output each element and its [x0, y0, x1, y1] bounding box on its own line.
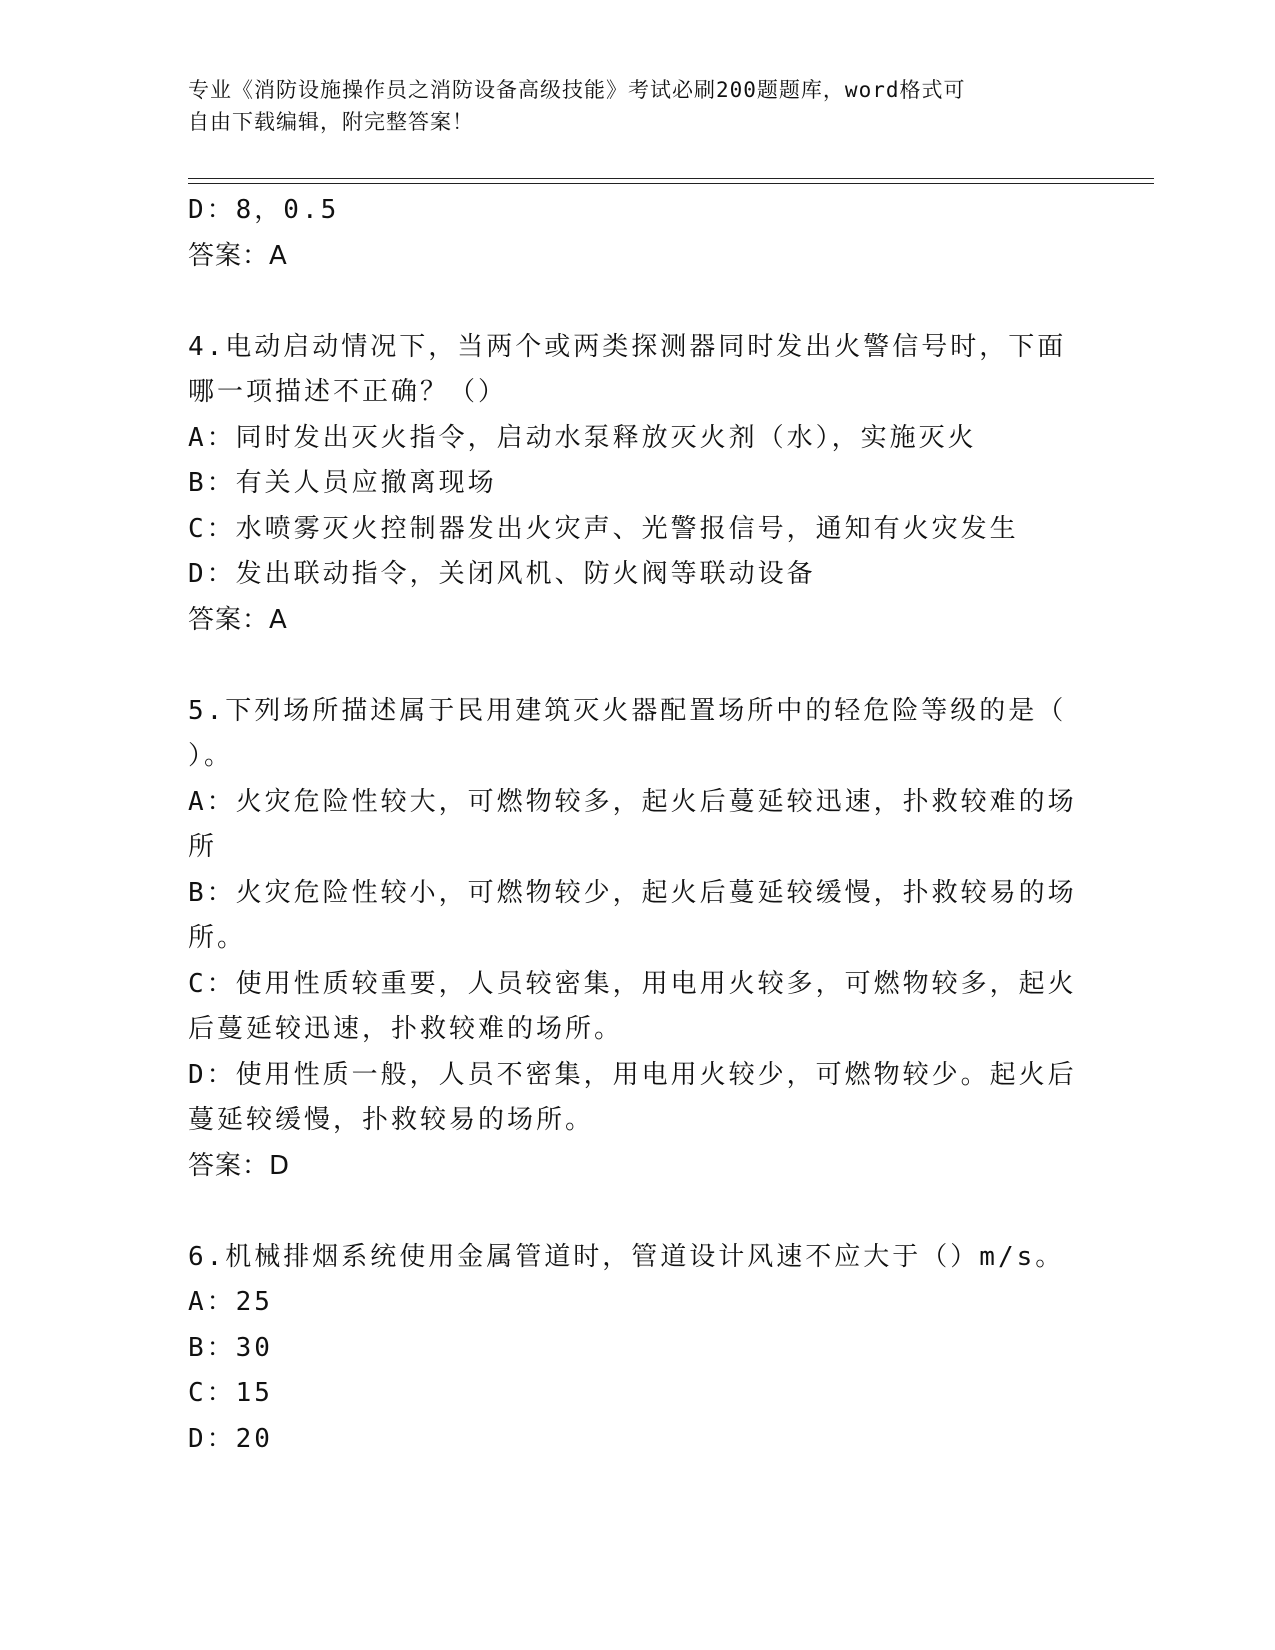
option-a: A：同时发出灭火指令，启动水泵释放灭火剂（水），实施灭火	[188, 422, 977, 453]
option-b: B：30	[188, 1332, 273, 1363]
option-b-continued: 所。	[188, 923, 247, 953]
question-block	[188, 689, 1088, 1190]
question-stem: 4.电动启动情况下，当两个或两类探测器同时发出火警信号时，下面	[188, 331, 1067, 362]
question-stem: 6.机械排烟系统使用金属管道时，管道设计风速不应大于（）m/s。	[188, 1241, 1065, 1272]
question-content	[188, 188, 1088, 1462]
question-block	[188, 1235, 1088, 1463]
document-header	[188, 74, 1068, 138]
header-line-2: 自由下载编辑，附完整答案！	[188, 110, 474, 134]
option-a: A：火灾危险性较大，可燃物较多，起火后蔓延较迅速，扑救较难的场	[188, 786, 1077, 817]
header-divider-bottom	[188, 183, 1154, 184]
option-c: C：使用性质较重要，人员较密集，用电用火较多，可燃物较多，起火	[188, 968, 1077, 999]
answer-line: 答案：D	[188, 1150, 291, 1181]
question-stem: 5.下列场所描述属于民用建筑灭火器配置场所中的轻危险等级的是（	[188, 695, 1067, 726]
option-b: B：有关人员应撤离现场	[188, 468, 497, 498]
header-divider-top	[188, 178, 1154, 179]
option-d: D：发出联动指令，关闭风机、防火阀等联动设备	[188, 559, 816, 589]
option-d: D：20	[188, 1423, 273, 1454]
answer-line: 答案：A	[188, 604, 288, 635]
answer-line: 答案：A	[188, 240, 288, 271]
option-a-continued: 所	[188, 832, 218, 862]
option-d: D：使用性质一般，人员不密集，用电用火较少，可燃物较少。起火后	[188, 1059, 1077, 1090]
option-c-continued: 后蔓延较迅速，扑救较难的场所。	[188, 1014, 624, 1044]
option-a: A：25	[188, 1287, 273, 1317]
option-d-continued: 蔓延较缓慢，扑救较易的场所。	[188, 1105, 595, 1135]
question-block	[188, 325, 1088, 644]
question-stem: ）。	[188, 741, 234, 771]
question-stem: 哪一项描述不正确？（）	[188, 377, 508, 407]
option-c: C：15	[188, 1378, 273, 1408]
option-c: C：水喷雾灭火控制器发出火灾声、光警报信号，通知有火灾发生	[188, 513, 1019, 544]
option-d: D：8，0.5	[188, 195, 340, 225]
header-line-1: 专业《消防设施操作员之消防设备高级技能》考试必刷200题题库，word格式可	[188, 78, 966, 102]
option-b: B：火灾危险性较小，可燃物较少，起火后蔓延较缓慢，扑救较易的场	[188, 877, 1077, 908]
